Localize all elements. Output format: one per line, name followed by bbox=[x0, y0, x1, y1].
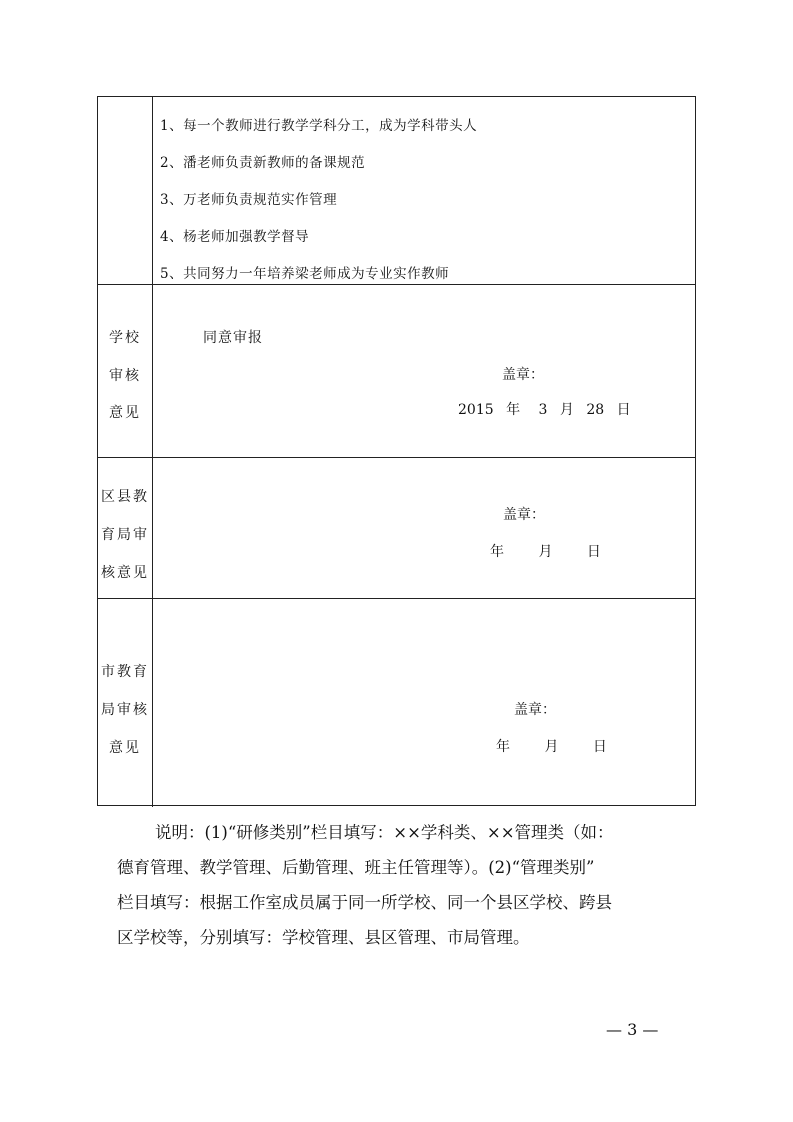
label-line: 核意见 bbox=[101, 565, 149, 581]
label-line: 意见 bbox=[109, 405, 141, 421]
review-form-table bbox=[97, 96, 696, 806]
city-review-date bbox=[496, 736, 607, 756]
date-month-unit: 月 bbox=[544, 739, 559, 755]
city-review-label bbox=[98, 599, 153, 807]
label-line: 审核 bbox=[109, 368, 141, 384]
date-day: 28 bbox=[586, 402, 605, 418]
date-year: 2015 bbox=[458, 402, 494, 418]
label-line: 局审核 bbox=[101, 702, 149, 718]
date-year-unit: 年 bbox=[506, 402, 521, 418]
note-line: 德育管理、教学管理、后勤管理、班主任管理等）。(2)“管理类别” bbox=[117, 858, 595, 877]
plan-label-cell bbox=[98, 97, 153, 284]
date-month-unit: 月 bbox=[538, 544, 553, 560]
label-line: 学校 bbox=[109, 330, 141, 346]
date-day-unit: 日 bbox=[592, 739, 607, 755]
seal-label: 盖章： bbox=[514, 702, 556, 718]
district-review-date bbox=[490, 541, 601, 561]
plan-item: 2、潘老师负责新教师的备课规范 bbox=[160, 155, 366, 171]
page-number: — 3 — bbox=[606, 1020, 659, 1039]
school-opinion-text: 同意审报 bbox=[203, 330, 263, 346]
school-review-label bbox=[98, 285, 153, 457]
seal-label: 盖章： bbox=[503, 507, 545, 523]
district-review-label bbox=[98, 458, 153, 598]
plan-item: 3、万老师负责规范实作管理 bbox=[160, 192, 338, 208]
plan-item: 1、每一个教师进行教学学科分工，成为学科带头人 bbox=[160, 118, 478, 134]
label-line: 区县教 bbox=[101, 489, 149, 505]
date-year-unit: 年 bbox=[490, 544, 504, 560]
note-line: 区学校等，分别填写：学校管理、县区管理、市局管理。 bbox=[117, 928, 530, 947]
seal-label: 盖章： bbox=[502, 367, 544, 383]
label-line: 市教育 bbox=[101, 664, 149, 680]
plan-item: 5、共同努力一年培养梁老师成为专业实作教师 bbox=[160, 266, 450, 282]
note-line: 说明：(1)“研修类别”栏目填写：××学科类、××管理类（如： bbox=[155, 823, 614, 842]
school-review-row bbox=[98, 285, 695, 458]
date-month-unit: 月 bbox=[559, 402, 574, 418]
date-month: 3 bbox=[538, 402, 548, 418]
plan-row bbox=[98, 97, 695, 285]
explanation-note bbox=[117, 815, 687, 955]
date-day-unit: 日 bbox=[586, 544, 601, 560]
city-review-row bbox=[98, 599, 695, 807]
date-year-unit: 年 bbox=[496, 739, 510, 755]
plan-item: 4、杨老师加强教学督导 bbox=[160, 229, 310, 245]
date-day-unit: 日 bbox=[616, 402, 631, 418]
school-review-date bbox=[458, 399, 631, 419]
district-review-row bbox=[98, 458, 695, 599]
label-line: 育局审 bbox=[101, 527, 149, 543]
note-line: 栏目填写：根据工作室成员属于同一所学校、同一个县区学校、跨县 bbox=[117, 893, 612, 912]
label-line: 意见 bbox=[109, 740, 141, 756]
